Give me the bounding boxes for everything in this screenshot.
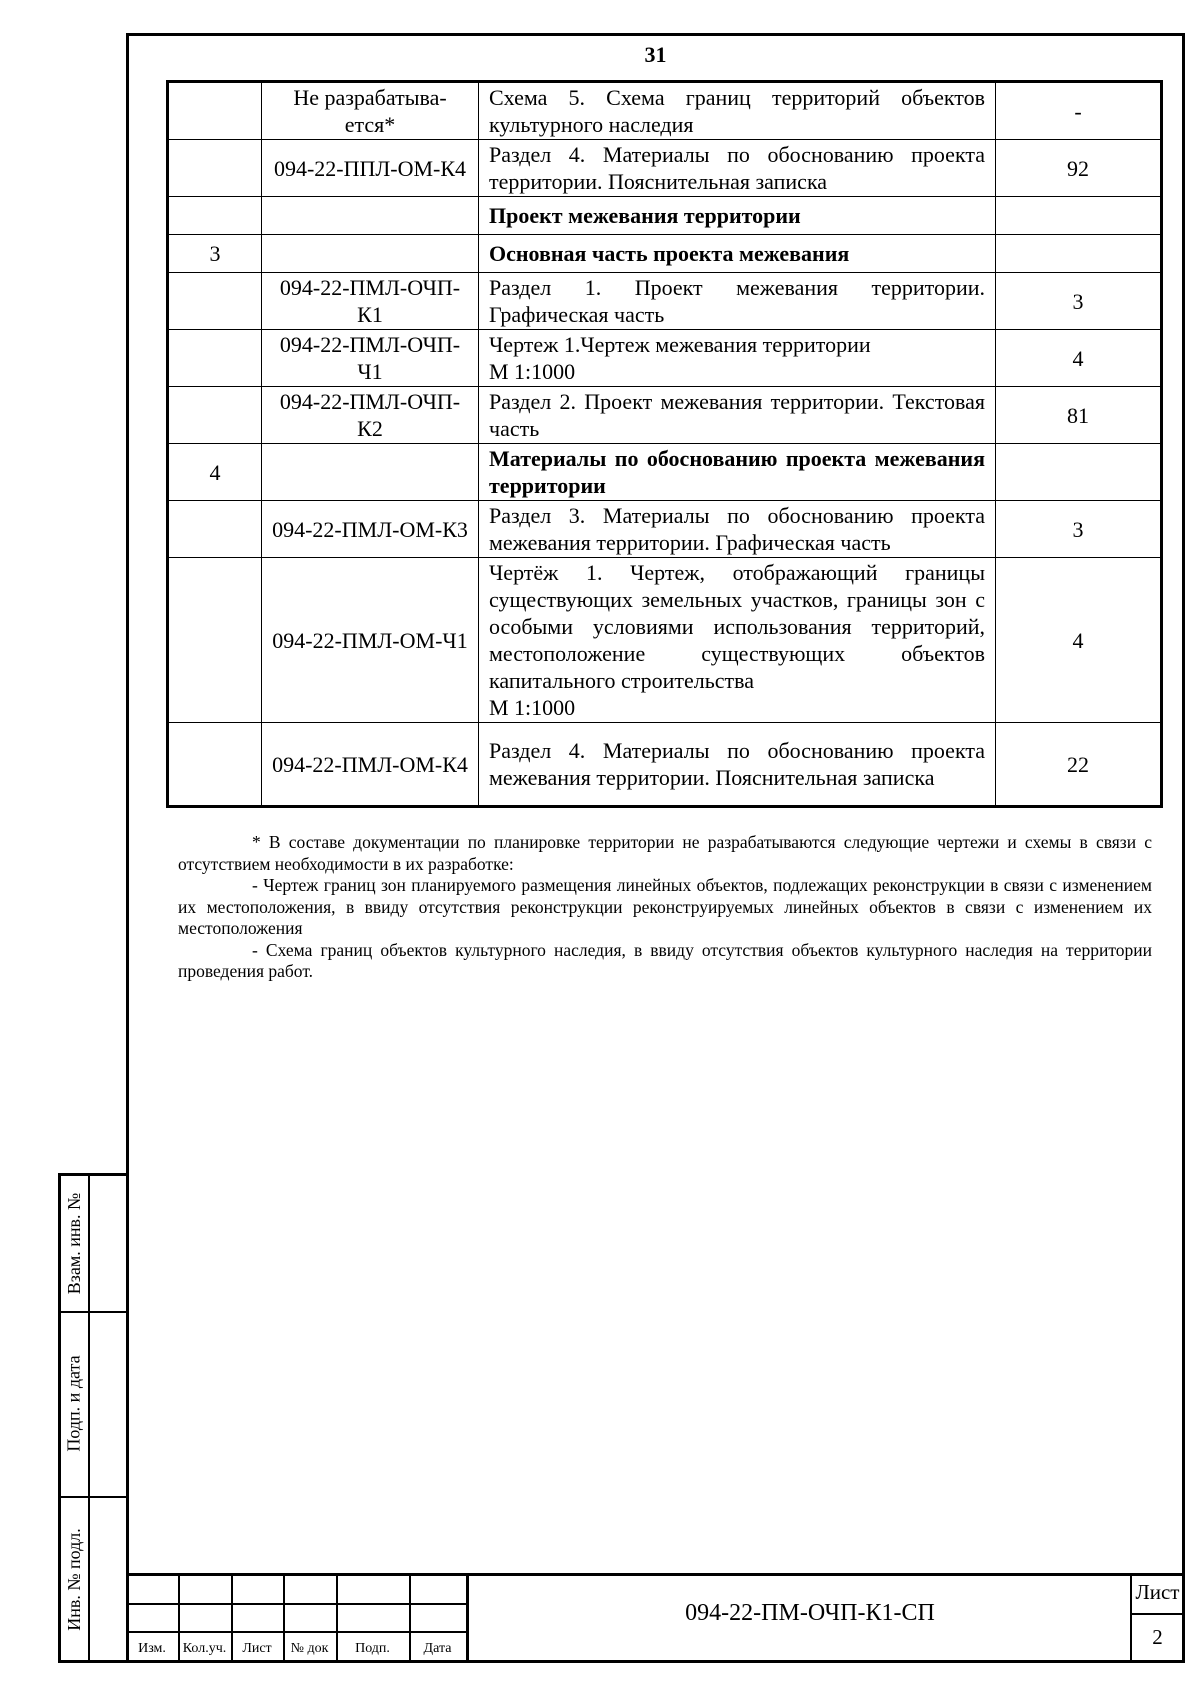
inv-podl-label: Инв. № подл. <box>64 1528 84 1631</box>
row-number: 4 <box>168 444 262 501</box>
footnote-item-1: - Чертеж границ зон планируемого размещения линейных объектов, подлежащих реконструкции в связи с изменением их местоположения, в ввиду отсутствия реконструкции реконструируемых линейных объектов в связи с изменением их местоположения <box>178 875 1152 938</box>
doc-code: 094-22-ПМЛ-ОЧП-К2 <box>262 387 479 444</box>
sheet-label: Лист <box>1135 1580 1180 1604</box>
page-count <box>996 444 1162 501</box>
doc-code: 094-22-ПМЛ-ОМ-К3 <box>262 501 479 558</box>
row-number <box>168 197 262 235</box>
doc-title: Раздел 3. Материалы по обоснованию проекта межевания территории. Графическая часть <box>479 501 996 558</box>
page-count: 4 <box>996 330 1162 387</box>
footnote <box>178 832 1152 983</box>
table-row <box>168 330 1162 387</box>
side-stamp <box>58 1173 126 1663</box>
doc-code: Не разрабатыва-ется* <box>262 82 479 140</box>
doc-title: Проект межевания территории <box>479 197 996 235</box>
table-row <box>168 723 1162 807</box>
row-number: 3 <box>168 235 262 273</box>
footnote-item-2: - Схема границ объектов культурного наследия, в ввиду отсутствия объектов культурного наследия на территории проведения работ. <box>178 939 1152 981</box>
izm-label: Изм. <box>138 1641 166 1656</box>
page-count <box>996 197 1162 235</box>
row-number <box>168 387 262 444</box>
kol-uch-label: Кол.уч. <box>182 1641 227 1656</box>
page-count <box>996 235 1162 273</box>
doc-title: Схема 5. Схема границ территорий объектов культурного наследия <box>479 82 996 140</box>
documents-table <box>166 80 1163 808</box>
doc-code <box>262 235 479 273</box>
doc-code: 094-22-ПМЛ-ОМ-К4 <box>262 723 479 807</box>
n-dok-label: № док <box>290 1641 329 1656</box>
page-count: 22 <box>996 723 1162 807</box>
doc-code: 094-22-ПМЛ-ОЧП-К1 <box>262 273 479 330</box>
table-row <box>168 273 1162 330</box>
row-number <box>168 82 262 140</box>
doc-title: Материалы по обоснованию проекта межевания территории <box>479 444 996 501</box>
page-count: 3 <box>996 273 1162 330</box>
doc-code <box>262 197 479 235</box>
doc-code: 094-22-ПМЛ-ОМ-Ч1 <box>262 558 479 723</box>
doc-code <box>262 444 479 501</box>
doc-title: Раздел 4. Материалы по обоснованию проекта территории. Пояснительная записка <box>479 140 996 197</box>
row-number <box>168 723 262 807</box>
table-row <box>168 501 1162 558</box>
data-label: Дата <box>423 1641 452 1656</box>
doc-title: Раздел 4. Материалы по обоснованию проекта межевания территории. Пояснительная записка <box>479 723 996 807</box>
footnote-intro: * В составе документации по планировке территории не разрабатываются следующие чертежи и схемы в связи с отсутствием необходимости в их разработке: <box>178 832 1152 874</box>
page-count: 92 <box>996 140 1162 197</box>
sheet-number: 2 <box>1152 1625 1163 1649</box>
row-number <box>168 273 262 330</box>
list-label: Лист <box>242 1641 272 1656</box>
table-row <box>168 235 1162 273</box>
doc-code: 094-22-ППЛ-ОМ-К4 <box>262 140 479 197</box>
table-row <box>168 197 1162 235</box>
table-row <box>168 444 1162 501</box>
page-number: 31 <box>644 42 667 67</box>
row-number <box>168 501 262 558</box>
doc-title: Раздел 2. Проект межевания территории. Текстовая часть <box>479 387 996 444</box>
page-count: 4 <box>996 558 1162 723</box>
table-row <box>168 140 1162 197</box>
page-count: 81 <box>996 387 1162 444</box>
row-number <box>168 558 262 723</box>
doc-title: Чертеж 1.Чертеж межевания территории М 1:1000 <box>479 330 996 387</box>
document-code: 094-22-ПМ-ОЧП-К1-СП <box>685 1600 935 1626</box>
podp-label: Подп. <box>355 1641 390 1656</box>
row-number <box>168 330 262 387</box>
row-number <box>168 140 262 197</box>
podp-data-label: Подп. и дата <box>64 1355 85 1452</box>
table-row <box>168 558 1162 723</box>
vzam-inv-label: Взам. инв. № <box>64 1192 84 1295</box>
table-row <box>168 82 1162 140</box>
doc-code: 094-22-ПМЛ-ОЧП-Ч1 <box>262 330 479 387</box>
page-count: - <box>996 82 1162 140</box>
doc-title: Раздел 1. Проект межевания территории. Графическая часть <box>479 273 996 330</box>
doc-title: Основная часть проекта межевания <box>479 235 996 273</box>
table-row <box>168 387 1162 444</box>
page-count: 3 <box>996 501 1162 558</box>
doc-title: Чертёж 1. Чертеж, отображающий границы существующих земельных участков, границы зон с особыми условиями использования территорий, местоположение существующих объектов капитального строительства М 1:1000 <box>479 558 996 723</box>
